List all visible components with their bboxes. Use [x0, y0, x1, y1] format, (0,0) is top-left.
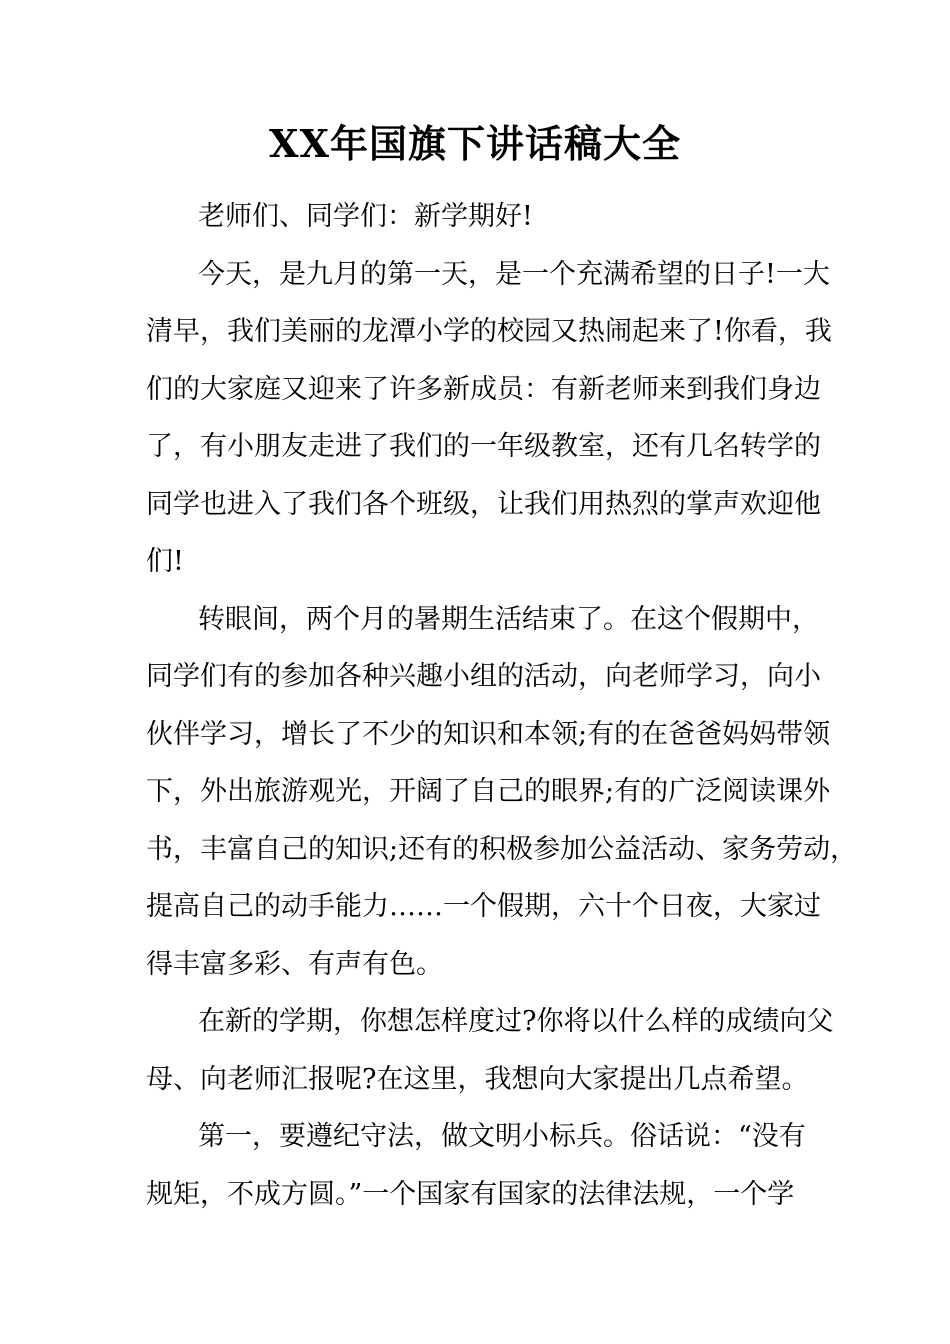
paragraph-start-line: 转眼间，两个月的暑期生活结束了。在这个假期中，: [198, 603, 819, 635]
paragraph-start-line: 第一，要遵纪守法，做文明小标兵。俗话说：“没有: [198, 1121, 806, 1152]
document-body: [146, 188, 858, 1223]
paragraph-line: 下，外出旅游观光，开阔了自己的眼界;有的广泛阅读课外: [146, 776, 831, 807]
paragraph-start-line: 老师们、同学们：新学期好!: [198, 201, 533, 232]
paragraph-line: 规矩，不成方圆。”一个国家有国家的法律法规，一个学: [146, 1178, 795, 1210]
paragraph-line: 同学们有的参加各种兴趣小组的活动，向老师学习，向小: [146, 661, 821, 692]
paragraph-line: 清早，我们美丽的龙潭小学的校园又热闹起来了!你看，我: [146, 316, 832, 347]
paragraph-line: 了，有小朋友走进了我们的一年级教室，还有几名转学的: [146, 431, 821, 462]
document-title: XX年国旗下讲话稿大全: [269, 121, 681, 166]
paragraph-line: 们的大家庭又迎来了许多新成员：有新老师来到我们身边: [146, 373, 821, 405]
paragraph-line: 得丰富多彩、有声有色。: [146, 948, 443, 980]
paragraph-line: 伙伴学习，增长了不少的知识和本领;有的在爸爸妈妈带领: [146, 718, 831, 750]
paragraph-line: 们!: [146, 546, 184, 577]
paragraph-start-line: 在新的学期，你想怎样度过?你将以什么样的成绩向父: [198, 1006, 834, 1037]
paragraph-line: 书，丰富自己的知识;还有的积极参加公益活动、家务劳动，: [146, 833, 858, 865]
paragraph-line: 母、向老师汇报呢?在这里，我想向大家提出几点希望。: [146, 1063, 809, 1095]
paragraph-line: 同学也进入了我们各个班级，让我们用热烈的掌声欢迎他: [146, 488, 821, 520]
paragraph-line: 提高自己的动手能力……一个假期，六十个日夜，大家过: [146, 891, 821, 922]
paragraph-start-line: 今天，是九月的第一天，是一个充满希望的日子!一大: [198, 258, 830, 290]
